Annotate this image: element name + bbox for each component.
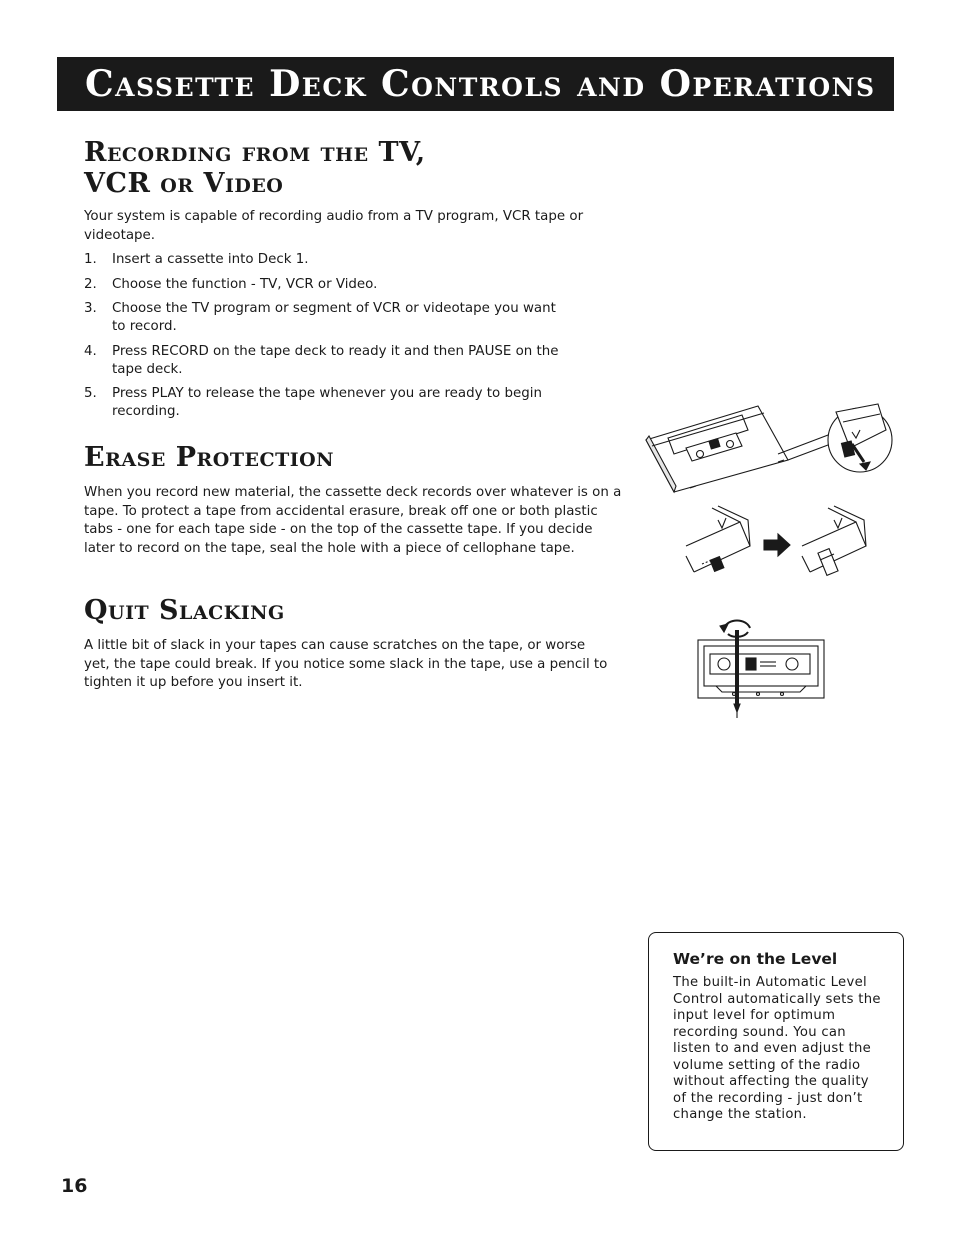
pencil-tighten-illustration [694, 616, 830, 720]
step-number: 1. [84, 252, 97, 267]
step-text: Press PLAY to release the tape whenever you are ready to begin recording. [112, 386, 542, 419]
step-text: Choose the function - TV, VCR or Video. [112, 276, 378, 292]
tip-title: We’re on the Level [673, 950, 838, 968]
step-number: 3. [84, 301, 97, 316]
step-text: Insert a cassette into Deck 1. [112, 252, 309, 267]
step-number: 5. [84, 386, 97, 401]
page-title: Cassette Deck Controls and Operations [85, 63, 876, 105]
recording-steps-list [84, 251, 572, 428]
erase-heading: Erase Protection [84, 442, 335, 473]
list-item [84, 251, 572, 269]
cassette-tab-illustration [638, 402, 896, 494]
tip-body: The built-in Automatic Level Control automatically sets the input level for optimum recording sound. You can listen to and even adjust the volume setting of the radio without affecting the quality of the recording - just don’t change the station. [673, 975, 881, 1122]
page-header-bar [57, 57, 894, 111]
tab-seal-illustration [682, 502, 872, 584]
step-text: Press RECORD on the tape deck to ready it and then PAUSE on the tape deck. [112, 343, 559, 377]
step-text: Choose the TV program or segment of VCR or videotape you want to record. [112, 301, 556, 334]
page-number: 16 [61, 1175, 88, 1197]
recording-heading-line2: VCR or Video [84, 168, 284, 199]
list-item [84, 276, 572, 294]
list-item [84, 300, 572, 336]
list-item [84, 385, 572, 421]
recording-intro: Your system is capable of recording audio from a TV program, VCR tape or videotape. [84, 209, 584, 243]
step-number: 2. [84, 276, 97, 292]
slack-body: A little bit of slack in your tapes can cause scratches on the tape, or worse yet, the tape could break. If you notice some slack in the tape, use a pencil to tighten it up before you insert it. [84, 638, 608, 691]
tip-box [648, 932, 904, 1151]
step-number: 4. [84, 343, 97, 359]
list-item [84, 343, 572, 379]
recording-heading [84, 137, 426, 199]
recording-heading-line1: Recording from the TV, [84, 137, 426, 168]
erase-body: When you record new material, the cassette deck records over whatever is on a tape. To protect a tape from accidental erasure, break off one or both plastic tabs - one for each tape side - on the top of the cassette tape. If you decide later to record on the tape, seal the hole with a piece of cellophane tape. [84, 485, 622, 557]
slack-heading: Quit Slacking [84, 595, 285, 626]
